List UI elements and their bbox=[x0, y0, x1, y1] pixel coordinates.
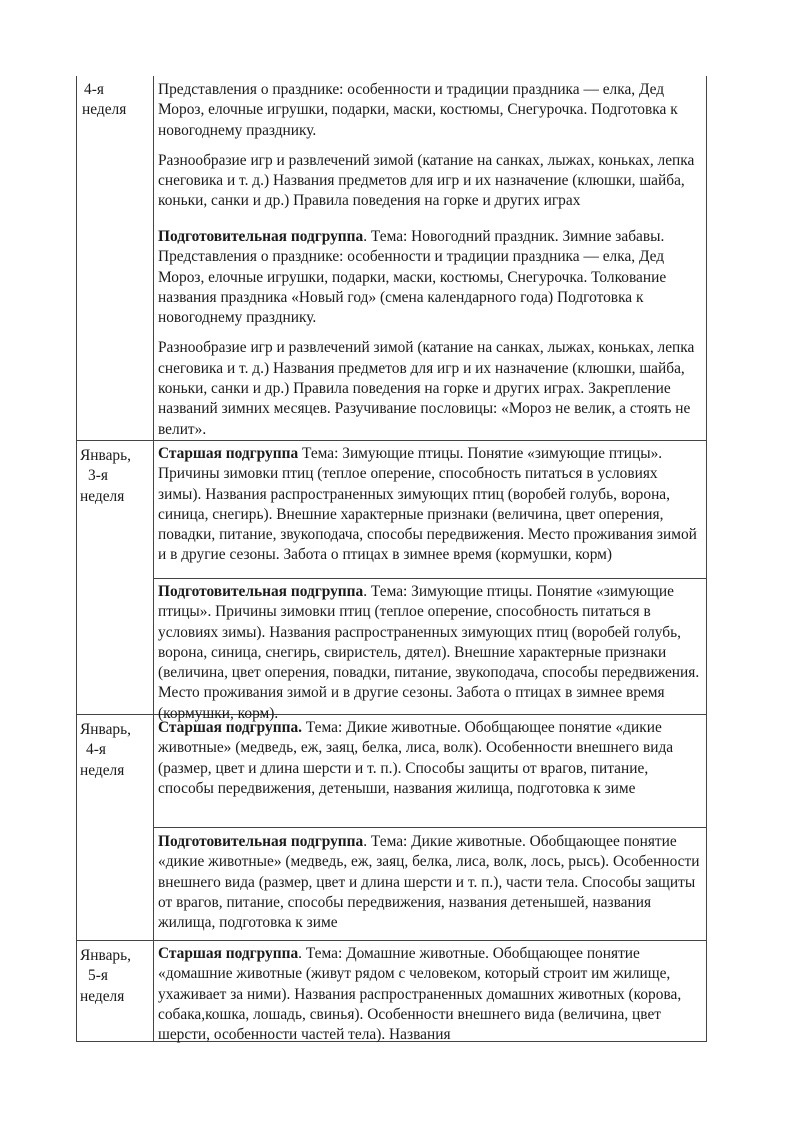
paragraph-text: Тема: Дикие животные. Обобщающее понятие «дикие животные» (медведь, еж, заяц, белка, лиса, волк). Особенности внешнего вида (размер, цвет и длина шерсти и т. п.). Способы защиты от врагов, питание, способы передвижения, детеныши, названия жилища, подготовка к зиме bbox=[158, 719, 674, 797]
week-word: неделя bbox=[80, 987, 125, 1005]
paragraph bbox=[158, 80, 703, 141]
paragraph-text: . Тема: Новогодний праздник. Зимние забавы. Представления о празднике: особенности и традиции праздника — елка, Дед Мороз, елочные игрушки, подарки, маски, костюмы, Снегурочка. Толкование названия праздника «Новый год» (смена календарного года) Подготовка к новогоднему празднику. bbox=[158, 228, 667, 327]
week-label bbox=[80, 446, 150, 507]
paragraph-text: Разнообразие игр и развлечений зимой (катание на санках, лыжах, коньках, лепка снеговика и т. д.) Названия предметов для игр и их назначение (клюшки, шайба, коньки, санки и др.) Правила поведения на горке и других играх. Закрепление названий зимних месяцев. Разучивание пословицы: «Мороз не велик, а стоять не велит». bbox=[158, 339, 695, 438]
bold-lead: Старшая подгруппа. bbox=[158, 719, 303, 736]
paragraph-text: . Тема: Домашние животные. Обобщающее понятие «домашние животные (живут рядом с человеком, который строит им жилище, ухаживает за ними). Названия распространенных домашних животных (корова, собака,кошка, лошадь, свинья). Особенности внешнего вида (величина, цвет шерсти, особенности частей тела). Названия bbox=[158, 945, 682, 1044]
paragraph-text: Представления о празднике: особенности и традиции праздника — елка, Дед Мороз, елочные игрушки, подарки, маски, костюмы, Снегурочка. Подготовка к новогоднему празднику. bbox=[158, 81, 678, 139]
bold-lead: Подготовительная подгруппа bbox=[158, 583, 364, 600]
content-block bbox=[158, 444, 703, 566]
week-word: неделя bbox=[80, 487, 125, 505]
bold-lead: Подготовительная подгруппа bbox=[158, 228, 364, 245]
content-block bbox=[158, 944, 703, 1045]
week-number: 5-я bbox=[88, 967, 108, 985]
paragraph-text: Разнообразие игр и развлечений зимой (катание на санках, лыжах, коньках, лепка снеговика и т. д.) Названия предметов для игр и их назначение (клюшки, шайба, коньки, санки и др.) Правила поведения на горке и других играх bbox=[158, 151, 695, 210]
paragraph bbox=[158, 444, 703, 566]
month-name: Январь, bbox=[80, 947, 131, 964]
paragraph-text: . Тема: Дикие животные. Обобщающее понятие «дикие животные» (медведь, еж, заяц, белка, лиса, волк, лось, рысь). Особенности внешнего вида (размер, цвет и длина шерсти и т. п.), части тела. Способы защиты от врагов, питание, способы передвижения, названия детенышей, названия жилища, подготовка к зиме bbox=[158, 833, 700, 932]
week-number: 4-я bbox=[86, 741, 106, 759]
paragraph bbox=[158, 151, 703, 212]
bold-lead: Старшая подгруппа bbox=[158, 945, 299, 962]
week-number: 4-я bbox=[84, 81, 104, 98]
paragraph bbox=[158, 832, 703, 933]
month-name: Январь, bbox=[80, 447, 131, 464]
table-border-left bbox=[76, 76, 77, 1042]
paragraph-text: . Тема: Зимующие птицы. Понятие «зимующие птицы». Причины зимовки птиц (теплое оперение, способность питаться в условиях зимы). Названия распространенных зимующих птиц (воробей голубь, ворона, синица, снегирь, свиристель, дятел). Внешние характерные признаки (величина, цвет оперения, повадки, питание, звукоподача, способы передвижения. Место проживания зимой и в другие сезоны. Забота о птицах в зимнее время (кормушки, корм). bbox=[158, 583, 700, 722]
week-word: неделя bbox=[80, 761, 125, 779]
paragraph bbox=[158, 582, 703, 724]
content-block bbox=[158, 80, 703, 212]
block-divider-2 bbox=[153, 827, 707, 828]
content-block bbox=[158, 832, 703, 933]
row-divider-3 bbox=[76, 940, 707, 941]
week-word: неделя bbox=[82, 101, 127, 119]
week-label bbox=[80, 946, 150, 1007]
bold-lead: Старшая подгруппа bbox=[158, 445, 299, 462]
bold-lead: Подготовительная подгруппа bbox=[158, 833, 364, 850]
row-divider-1 bbox=[76, 440, 707, 441]
table-column-divider bbox=[153, 76, 154, 1042]
week-number: 3-я bbox=[88, 467, 108, 485]
week-label bbox=[82, 80, 152, 121]
content-block bbox=[158, 582, 703, 724]
paragraph bbox=[158, 338, 703, 439]
paragraph-text: Тема: Зимующие птицы. Понятие «зимующие птицы». Причины зимовки птиц (теплое оперение, способность питаться в условиях зимы). Названия распространенных зимующих птиц (воробей голубь, ворона, синица, снегирь). Внешние характерные признаки (величина, цвет оперения, повадки, питание, звукоподача, способы передвижения. Место проживания зимой и в другие сезоны. Забота о птицах в зимнее время (кормушки, корм) bbox=[158, 445, 697, 564]
content-block bbox=[158, 227, 703, 440]
month-name: Январь, bbox=[80, 721, 131, 738]
week-label bbox=[80, 720, 150, 781]
table-border-right bbox=[706, 76, 707, 1042]
paragraph bbox=[158, 718, 703, 799]
block-divider-1 bbox=[153, 578, 707, 579]
paragraph bbox=[158, 944, 703, 1045]
content-block bbox=[158, 718, 703, 799]
paragraph bbox=[158, 227, 703, 328]
